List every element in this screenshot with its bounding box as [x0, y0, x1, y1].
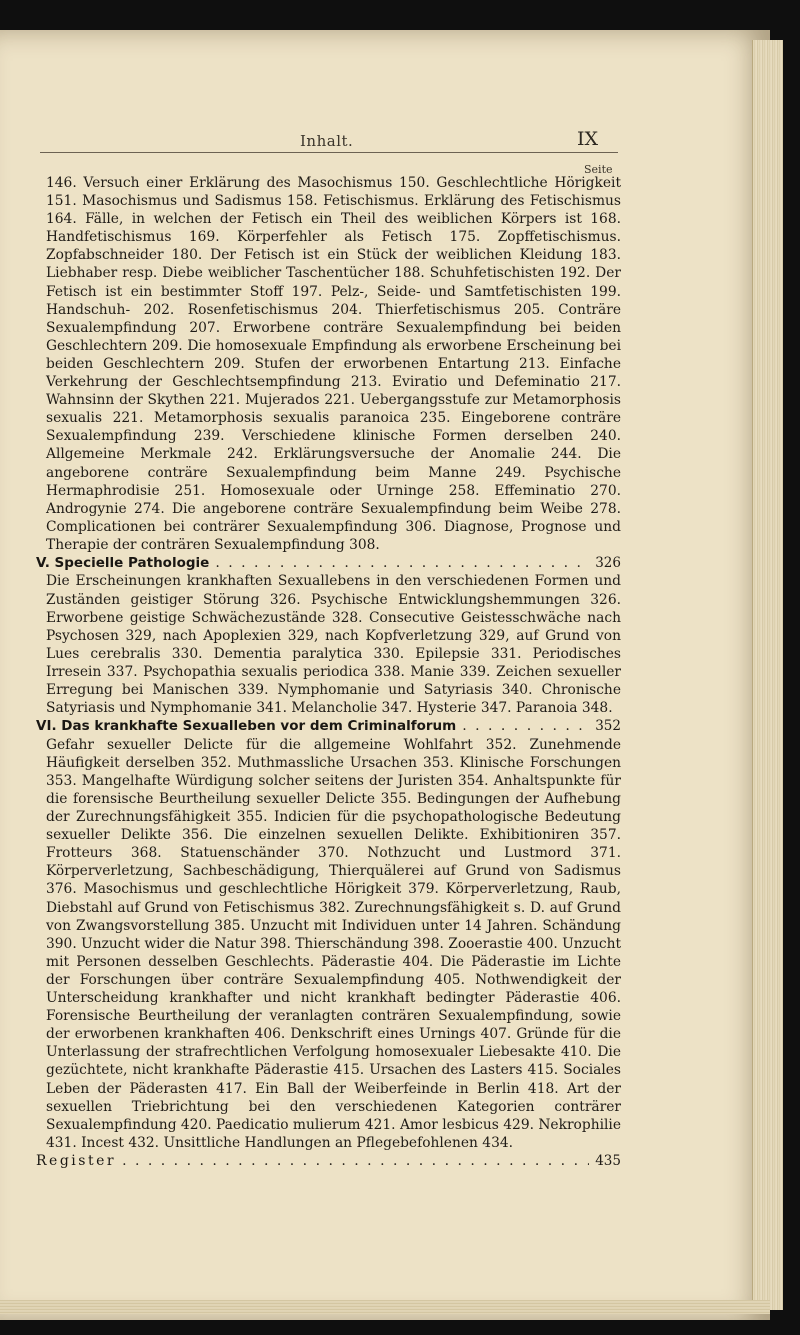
running-head-page-number: IX	[577, 128, 599, 150]
toc-section-v-text: Die Erscheinungen krankhaften Sexuallebens in den verschiedenen Formen und Zuständen geistiger Störung 326. Psychische Entwicklungshemmungen 326. Erworbene geistige Schwächezustände 328. Consecutive Geistesschwäche nach Psychosen 329, nach Apoplexien 329, nach Kopfverletzung 329, auf Grund von Lues cerebralis 330. Dementia paralytica 330. Epilepsie 331. Periodisches Irresein 337. Psychopathia sexualis periodica 338. Manie 339. Zeichen sexueller Erregung bei Manischen 339. Nymphomanie und Satyriasis 340. Chronische Satyriasis und Nymphomanie 341. Melancholie 347. Hysterie 347. Paranoia 348.	[46, 573, 621, 717]
leader-dots	[215, 554, 589, 573]
toc-entry-page: 352	[595, 718, 621, 735]
toc-entry-title: Register	[36, 1152, 117, 1169]
toc-entry-page: 326	[595, 554, 621, 571]
toc-entry-page: 435	[595, 1152, 621, 1169]
toc-entry-section-v[interactable]	[36, 554, 621, 573]
page-edge-bottom	[0, 1300, 770, 1314]
leader-dots	[122, 1152, 589, 1171]
running-head	[0, 100, 770, 150]
toc-entry-register[interactable]	[36, 1152, 621, 1171]
table-of-contents	[36, 174, 621, 1170]
toc-entry-title: VI. Das krankhafte Sexualleben vor dem Criminalforum	[36, 718, 457, 735]
running-head-title: Inhalt.	[300, 132, 354, 150]
toc-entry-section-vi[interactable]	[36, 717, 621, 736]
leader-dots	[462, 717, 589, 736]
header-rule	[40, 152, 618, 153]
toc-continuation-text: 146. Versuch einer Erklärung des Masochismus 150. Geschlechtliche Hörigkeit 151. Masochismus und Sadismus 158. Fetischismus. Erklärung des Fetischismus 164. Fälle, in welchen der Fetisch ein Theil des weiblichen Körpers ist 168. Handfetischismus 169. Körperfehler als Fetisch 175. Zopffetischismus. Zopfabschneider 180. Der Fetisch ist ein Stück der weiblichen Kleidung 183. Liebhaber resp. Diebe weiblicher Taschentücher 188. Schuhfetischisten 192. Der Fetisch ist ein bestimmter Stoff 197. Pelz-, Seide- und Samtfetischisten 199. Handschuh- 202. Rosenfetischismus 204. Thierfetischismus 205. Conträre Sexualempfindung 207. Erworbene conträre Sexualempfindung bei beiden Geschlechtern 209. Die homosexuale Empfindung als erworbene Erscheinung bei beiden Geschlechtern 209. Stufen der erworbenen Entartung 213. Einfache Verkehrung der Geschlechtsempfindung 213. Eviratio und Defeminatio 217. Wahnsinn der Skythen 221. Mujerados 221. Uebergangsstufe zur Metamorphosis sexualis 221. Metamorphosis sexualis paranoica 235. Eingeborene conträre Sexualempfindung 239. Verschiedene klinische Formen derselben 240. Allgemeine Merkmale 242. Erklärungsversuche der Anomalie 244. Die angeborene conträre Sexualempfindung beim Manne 249. Psychische Hermaphrodisie 251. Homosexuale oder Urninge 258. Effeminatio 270. Androgynie 274. Die angeborene conträre Sexualempfindung beim Weibe 278. Complicationen bei conträrer Sexualempfindung 306. Diagnose, Prognose und Therapie der conträren Sexualempfindung 308.	[46, 175, 621, 553]
toc-section-vi-text: Gefahr sexueller Delicte für die allgemeine Wohlfahrt 352. Zunehmende Häufigkeit derselben 352. Muthmassliche Ursachen 353. Klinische Forschungen 353. Mangelhafte Würdigung solcher seitens der Juristen 354. Anhaltspunkte für die forensische Beurtheilung sexueller Delicte 355. Bedingungen der Aufhebung der Zurechnungsfähigkeit 355. Indicien für die psychopathologische Bedeutung sexueller Delikte 356. Die einzelnen sexuellen Delikte. Exhibitioniren 357. Frotteurs 368. Statuenschänder 370. Nothzucht und Lustmord 371. Körperverletzung, Sachbeschädigung, Thierquälerei auf Grund von Sadismus 376. Masochismus und geschlechtliche Hörigkeit 379. Körperverletzung, Raub, Diebstahl auf Grund von Fetischismus 382. Zurechnungsfähigkeit s. D. auf Grund von Zwangsvorstellung 385. Unzucht mit Individuen unter 14 Jahren. Schändung 390. Unzucht wider die Natur 398. Thierschändung 398. Zooerastie 400. Unzucht mit Personen desselben Geschlechts. Päderastie 404. Die Päderastie im Lichte der Forschungen über conträre Sexualempfindung 405. Nothwendigkeit der Unterscheidung krankhafter und nicht krankhaft bedingter Päderastie 406. Forensische Beurtheilung der veranlagten conträren Sexualempfindung, sowie der erworbenen krankhaften 406. Denkschrift eines Urnings 407. Gründe für die Unterlassung der strafrechtlichen Verfolgung homosexualer Liebesakte 410. Die gezüchtete, nicht krankhafte Päderastie 415. Ursachen des Lasters 415. Sociales Leben der Päderasten 417. Ein Ball der Weiberfeinde in Berlin 418. Art der sexuellen Triebrichtung bei den verschiedenen Kategorien conträrer Sexualempfindung 420. Paedicatio mulierum 421. Amor lesbicus 429. Nekrophilie 431. Incest 432. Unsittliche Handlungen an Pflegebefohlenen 434.	[46, 736, 621, 1151]
seite-label: Seite	[584, 163, 613, 176]
page-edge-right	[752, 40, 783, 1310]
toc-entry-title: V. Specielle Pathologie	[36, 554, 210, 571]
